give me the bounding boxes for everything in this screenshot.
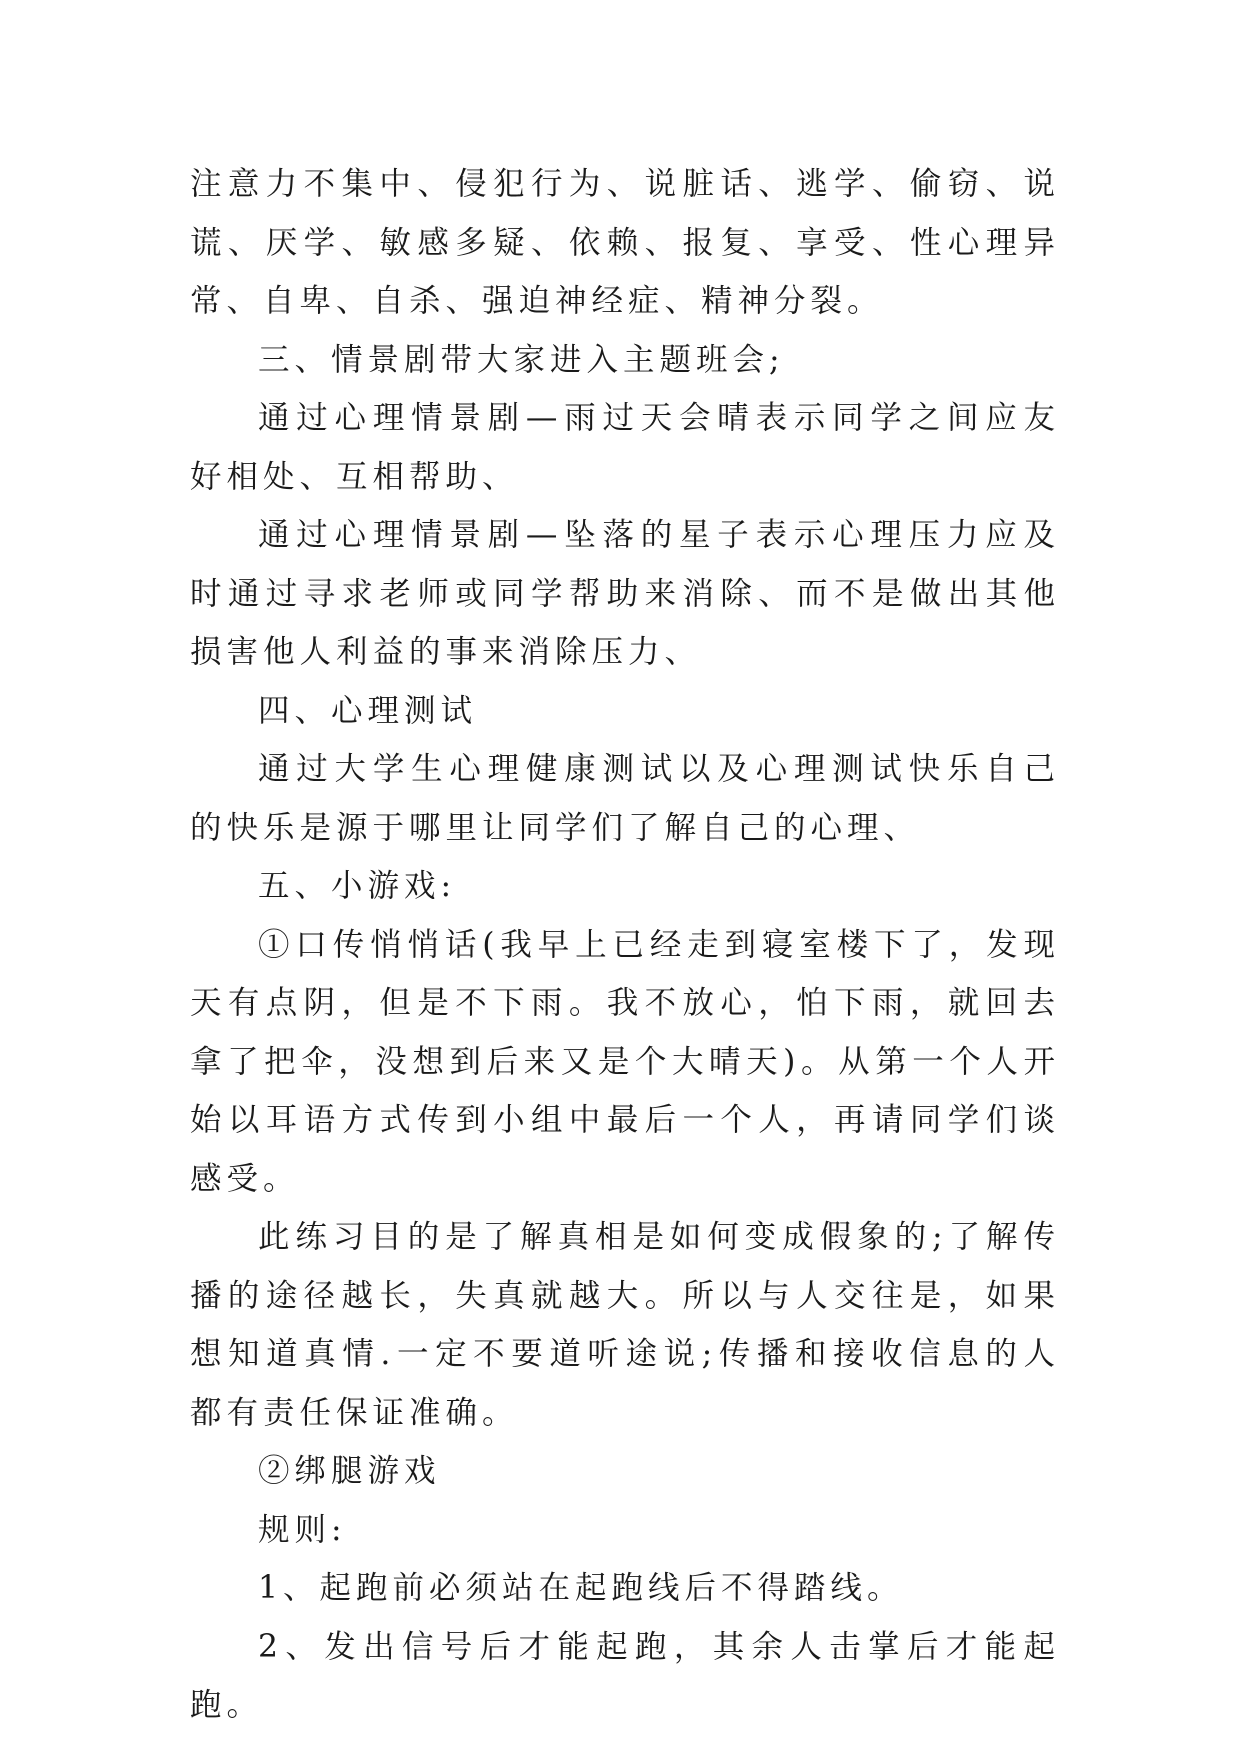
rule-item-1: 1、起跑前必须站在起跑线后不得踏线。 [258,1570,904,1606]
document-body [190,155,1060,1735]
section-heading-skit: 三、情景剧带大家进入主题班会; [258,341,785,378]
paragraph-whisper-game: ①口传悄悄话(我早上已经走到寝室楼下了，发现天有点阴，但是不下雨。我不放心，怕下雨，就回去拿了把伞，没想到后来又是个大晴天)。从第一个人开始以耳语方式传到小组中最后一个人，再请同学们谈感受。 [190,926,1060,1197]
subheading-rules: 规则: [258,1511,347,1548]
subheading-leg-game: ②绑腿游戏 [258,1453,441,1489]
paragraph-skit-one: 通过心理情景剧—雨过天会晴表示同学之间应友好相处、互相帮助、 [190,400,1060,495]
paragraph-symptom-list: 注意力不集中、侵犯行为、说脏话、逃学、偷窃、说谎、厌学、敏感多疑、依赖、报复、享受、性心理异常、自卑、自杀、强迫神经症、精神分裂。 [190,166,1060,319]
paragraph-skit-two: 通过心理情景剧—坠落的星子表示心理压力应及时通过寻求老师或同学帮助来消除、而不是做出其他损害他人利益的事来消除压力、 [190,517,1060,670]
section-heading-test: 四、心理测试 [258,692,478,729]
section-heading-games: 五、小游戏: [258,868,457,904]
rule-item-2: 2、发出信号后才能起跑，其余人击掌后才能起跑。 [190,1628,1060,1723]
paragraph-test: 通过大学生心理健康测试以及心理测试快乐自己的快乐是源于哪里让同学们了解自己的心理、 [190,751,1060,846]
paragraph-whisper-purpose: 此练习目的是了解真相是如何变成假象的;了解传播的途径越长，失真就越大。所以与人交往是，如果想知道真情.一定不要道听途说;传播和接收信息的人都有责任保证准确。 [190,1219,1060,1431]
